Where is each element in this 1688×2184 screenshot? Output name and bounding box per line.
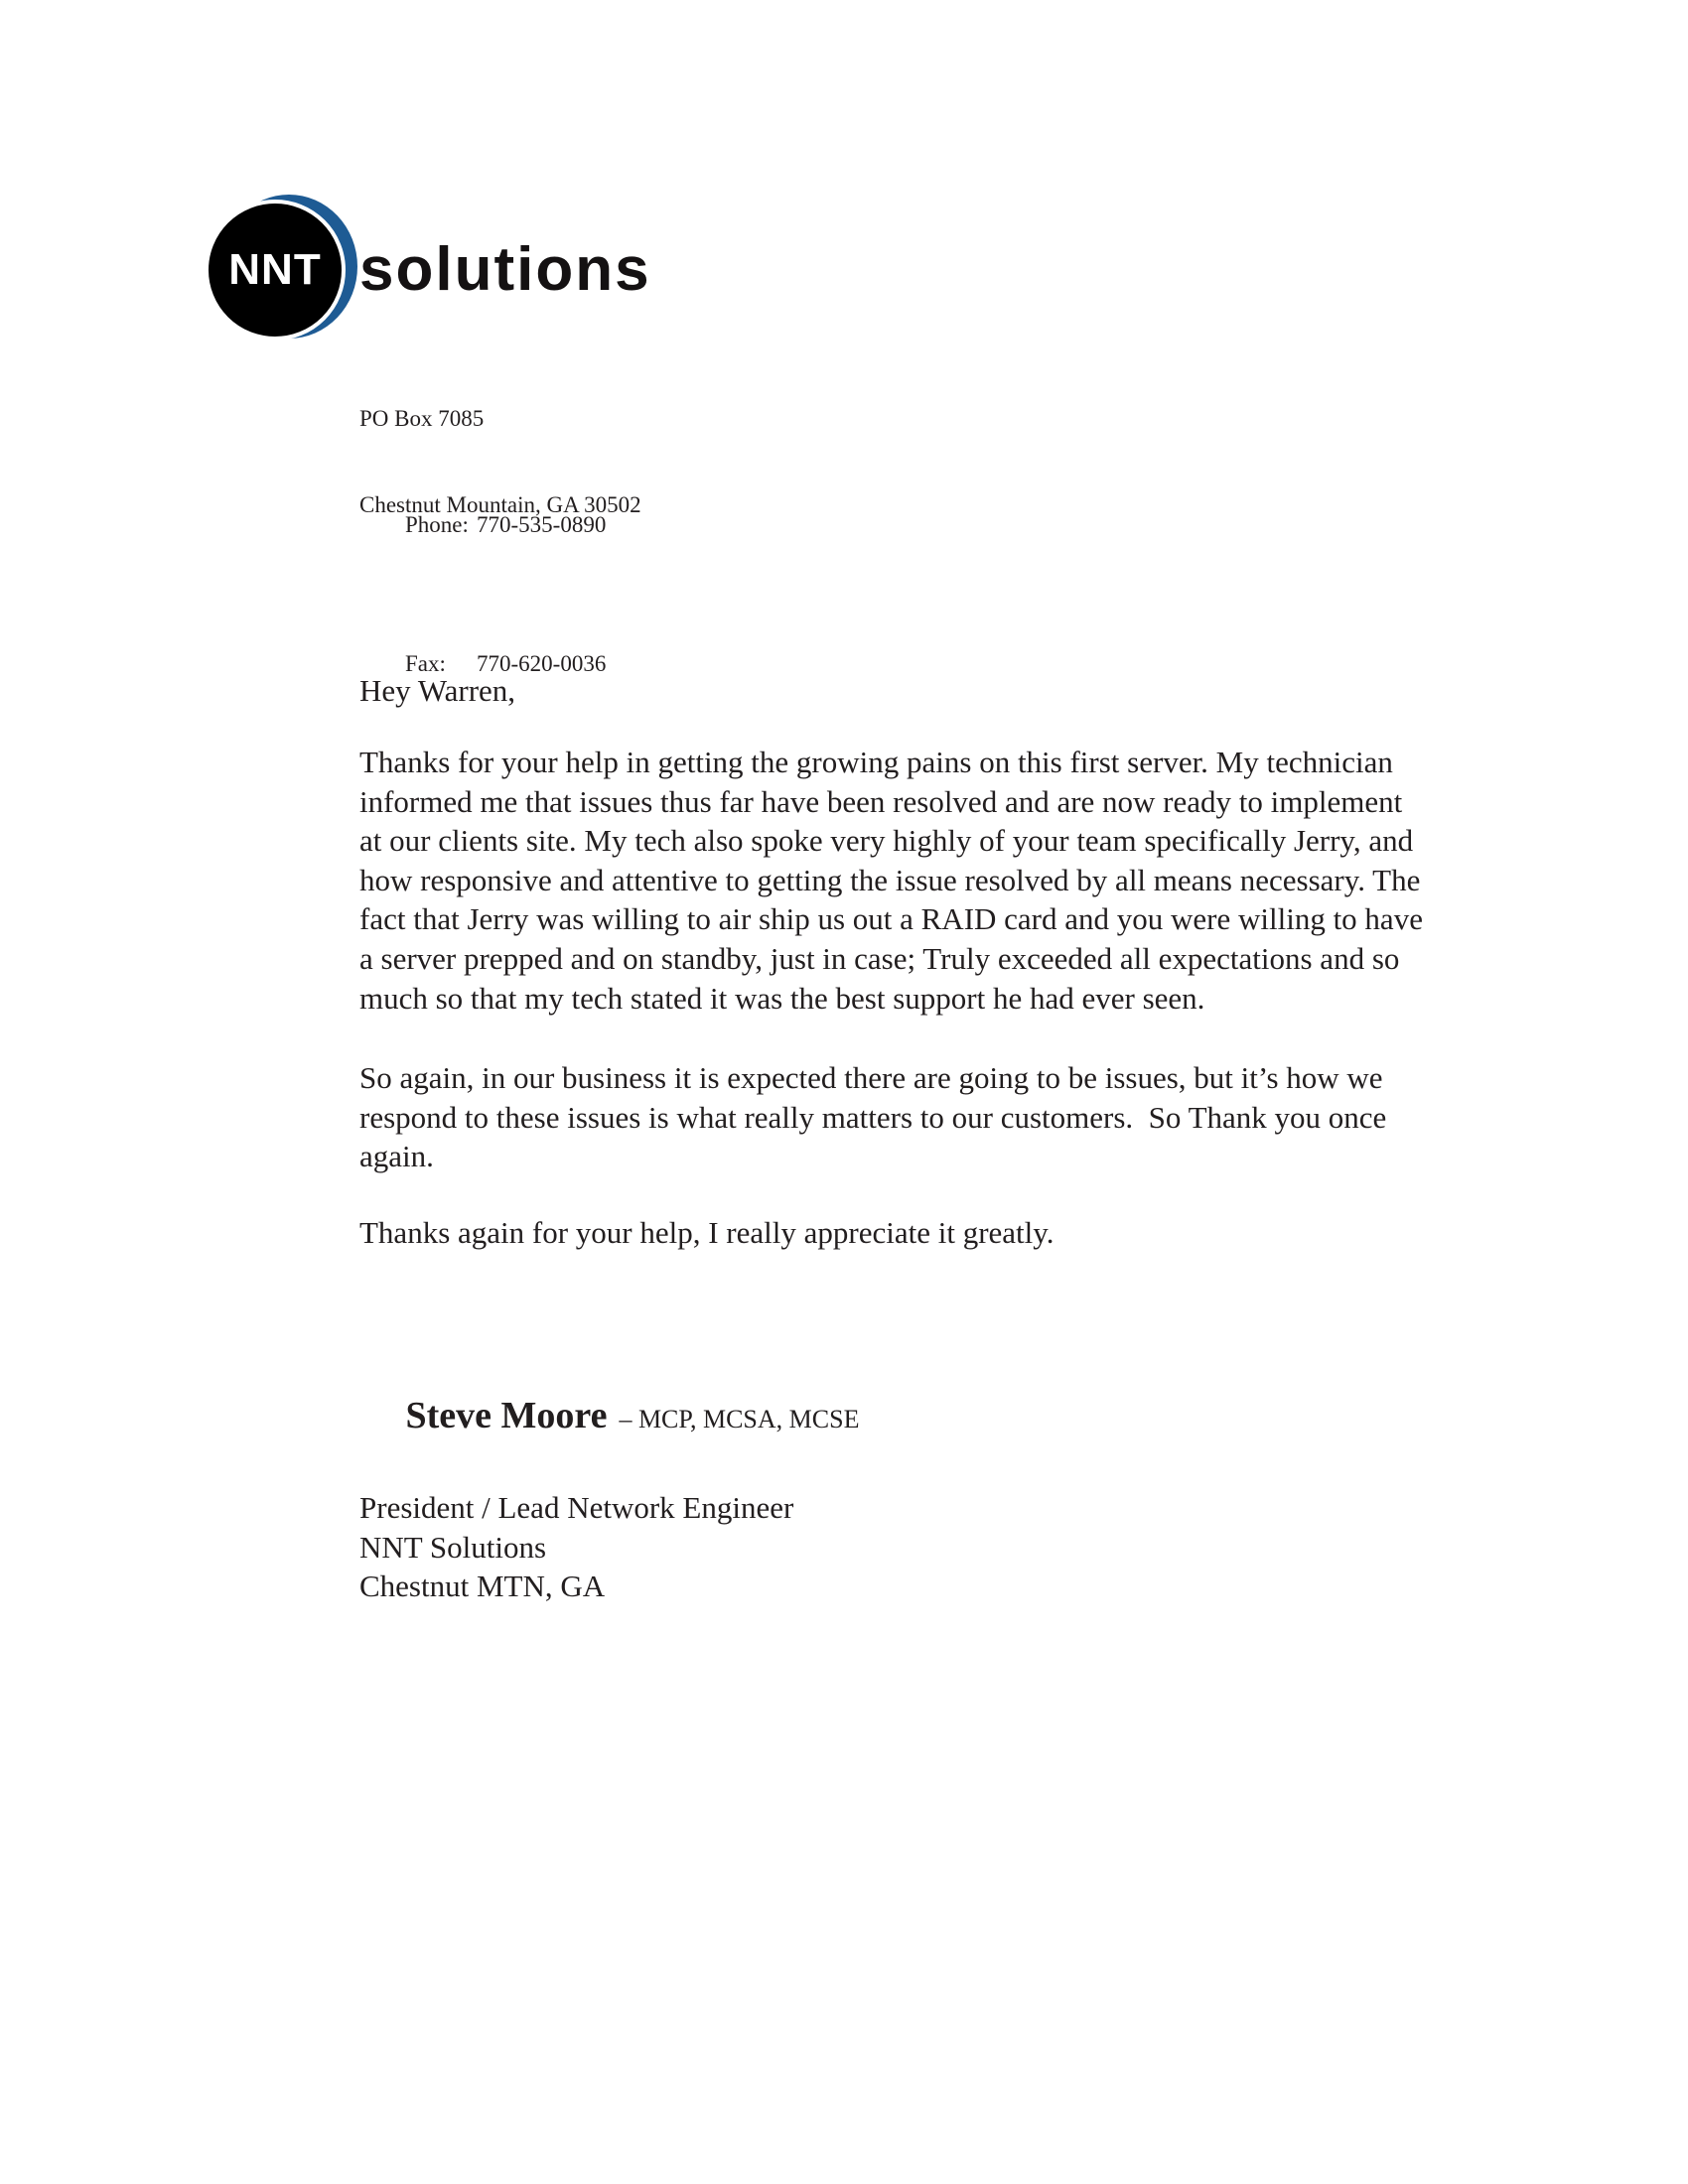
body-line: again. <box>359 1139 434 1174</box>
body-line: fact that Jerry was willing to air ship us out a RAID card and you were willing to have <box>359 901 1423 937</box>
signature-credentials: – MCP, MCSA, MCSE <box>619 1405 860 1433</box>
phone-label: Phone: <box>405 512 469 537</box>
signature-company: NNT Solutions <box>359 1529 547 1565</box>
paragraph-3 <box>359 1213 1055 1253</box>
body-line: a server prepped and on standby, just in case; Truly exceeded all expectations and so <box>359 940 1400 976</box>
phone-number: 770-535-0890 <box>477 512 607 537</box>
fax-label: Fax: <box>405 651 446 676</box>
body-line: much so that my tech stated it was the best support he had ever seen. <box>359 980 1205 1016</box>
body-line: respond to these issues is what really matters to our customers. So Thank you once <box>359 1099 1387 1135</box>
body-line: Thanks for your help in getting the growing pains on this first server. My technician <box>359 745 1393 779</box>
body-line: informed me that issues thus far have been resolved and are now ready to implement <box>359 783 1403 819</box>
body-line: at our clients site. My tech also spoke very highly of your team specifically Jerry, and <box>359 823 1414 859</box>
body-line: how responsive and attentive to getting the issue resolved by all means necessary. The <box>359 862 1421 897</box>
phone-row <box>359 483 606 567</box>
logo-wordmark: solutions <box>359 235 651 304</box>
fax-number: 770-620-0036 <box>477 651 607 676</box>
paragraph-2 <box>359 1058 1386 1176</box>
address-line-1: PO Box 7085 <box>359 406 485 431</box>
signature-title: President / Lead Network Engineer <box>359 1490 794 1525</box>
company-contact <box>359 428 606 761</box>
logo-black-disc <box>205 200 346 341</box>
signature-location: Chestnut MTN, GA <box>359 1569 606 1603</box>
body-line: So again, in our business it is expected there are going to be issues, but it’s how we <box>359 1060 1383 1095</box>
paragraph-1 <box>359 743 1423 1018</box>
company-logo <box>205 195 365 345</box>
signature-name-row <box>359 1347 859 1488</box>
body-line: Thanks again for your help, I really appreciate it greatly. <box>359 1215 1055 1250</box>
signature-block <box>359 1347 859 1606</box>
address-line-2: Chestnut Mountain, GA 30502 <box>359 492 641 517</box>
greeting: Hey Warren, <box>359 673 516 708</box>
signature-name: Steve Moore <box>405 1395 608 1436</box>
logo-monogram: NNT <box>228 245 322 294</box>
